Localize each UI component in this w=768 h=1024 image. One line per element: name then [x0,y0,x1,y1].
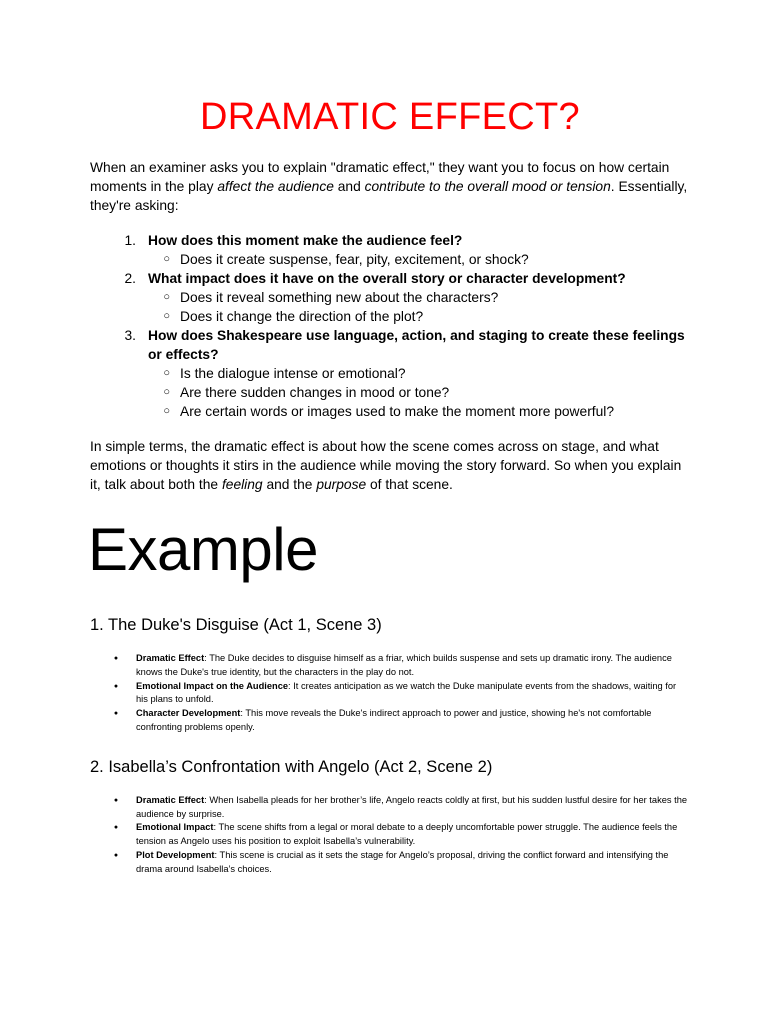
bullet-dot-icon: ● [113,655,119,662]
sub-question-item [90,402,690,421]
bullet-label: Dramatic Effect [136,653,205,663]
question-item [90,326,690,421]
bullet-dot-icon: ● [113,796,119,804]
bullet-text: : It creates anticipation as we watch the Duke manipulate events from the shadows, waiting for his plans to unfold. [136,680,677,705]
sub-question-text: Are there sudden changes in mood or tone? [180,385,450,400]
intro-paragraph [90,158,690,215]
bullet-text: : This move reveals the Duke's indirect approach to power and justice, showing he's not comfortable confronting problems openly. [136,708,652,732]
summary-text-2: and the [262,477,317,492]
question-item [90,231,690,269]
bullet-dot-icon: ● [113,824,119,832]
hollow-circle-bullet-icon: ○ [163,386,170,398]
bullet-label: Character Development [136,708,241,719]
intro-text-2: and [333,179,365,194]
sub-question-list [90,364,690,421]
question-number: 2. [124,271,136,286]
section-bullet-item [90,821,690,849]
bullet-label: Emotional Impact on the Audience [136,680,289,691]
summary-text-1: In simple terms, the dramatic effect is about how the scene comes across on stage, and what emotions or thoughts it stirs in the audience while moving the story forward. So when you explain it, talk about both the [90,439,682,492]
intro-emphasis-2: contribute to the overall mood or tension [364,179,611,194]
sub-question-item [90,288,690,307]
intro-emphasis-1: affect the audience [217,179,334,194]
bullet-text: : The scene shifts from a legal or moral debate to a deeply uncomfortable power struggle. The audience feels the tension as Angelo uses his position to exploit Isabella’s vulnerability. [136,822,678,847]
section-bullet-list [90,794,690,877]
bullet-text: : When Isabella pleads for her brother’s life, Angelo reacts coldly at first, but his sudden lustful desire for her takes the audience by surprise. [136,794,688,819]
section-heading: 2. Isabella’s Confrontation with Angelo (Act 2, Scene 2) [90,757,493,776]
sub-question-text: Does it create suspense, fear, pity, excitement, or shock? [180,252,529,267]
question-text: How does this moment make the audience feel? [148,233,463,248]
example-heading: Example [88,516,318,583]
intro-text-3: . Essentially, they're asking: [90,179,688,213]
bullet-text: : The Duke decides to disguise himself as a friar, which builds suspense and sets up dramatic irony. The audience knows the Duke's true identity, but the characters in the play do not. [136,653,672,677]
section-bullet-item [90,680,690,708]
question-text: How does Shakespeare use language, action, and staging to create these feelings or effects? [148,328,685,362]
page-title: DRAMATIC EFFECT? [200,96,580,138]
summary-emphasis-1: feeling [221,477,263,492]
bullet-text: : This scene is crucial as it sets the stage for Angelo’s proposal, driving the conflict forward and intensifying the drama around Isabella’s choices. [136,849,669,874]
sub-question-text: Is the dialogue intense or emotional? [180,366,406,381]
section-bullet-list [90,652,690,735]
question-list [90,231,690,421]
hollow-circle-bullet-icon: ○ [163,367,170,379]
sub-question-list [90,288,690,326]
hollow-circle-bullet-icon: ○ [163,405,170,417]
bullet-dot-icon: ● [113,851,119,859]
question-number: 3. [124,328,136,343]
sub-question-item [90,307,690,326]
sub-question-text: Does it change the direction of the plot? [180,309,424,324]
question-text: What impact does it have on the overall story or character development? [148,271,626,286]
sub-question-text: Does it reveal something new about the characters? [180,290,499,305]
bullet-label: Plot Development [136,849,215,860]
hollow-circle-bullet-icon: ○ [163,291,170,303]
section-bullet-item [90,794,690,822]
question-number: 1. [124,233,136,248]
bullet-label: Dramatic Effect [136,794,205,805]
sub-question-text: Are certain words or images used to make the moment more powerful? [180,404,615,419]
sub-question-item [90,364,690,383]
hollow-circle-bullet-icon: ○ [163,253,170,265]
sub-question-item [90,250,690,269]
section-bullet-item [90,652,690,680]
bullet-dot-icon: ● [113,710,119,718]
document-content [90,92,690,877]
summary-emphasis-2: purpose [316,477,367,492]
bullet-label: Emotional Impact [136,822,214,833]
section-heading: 1. The Duke's Disguise (Act 1, Scene 3) [90,616,382,634]
section-bullet-item [90,849,690,877]
hollow-circle-bullet-icon: ○ [163,310,170,322]
summary-paragraph [90,437,690,494]
bullet-dot-icon: ● [113,682,119,690]
intro-text-1: When an examiner asks you to explain "dramatic effect," they want you to focus on how certain moments in the play [90,160,670,194]
sub-question-list [90,250,690,269]
summary-text-3: of that scene. [366,477,453,492]
section-bullet-item [90,707,690,735]
question-item [90,269,690,326]
sub-question-item [90,383,690,402]
